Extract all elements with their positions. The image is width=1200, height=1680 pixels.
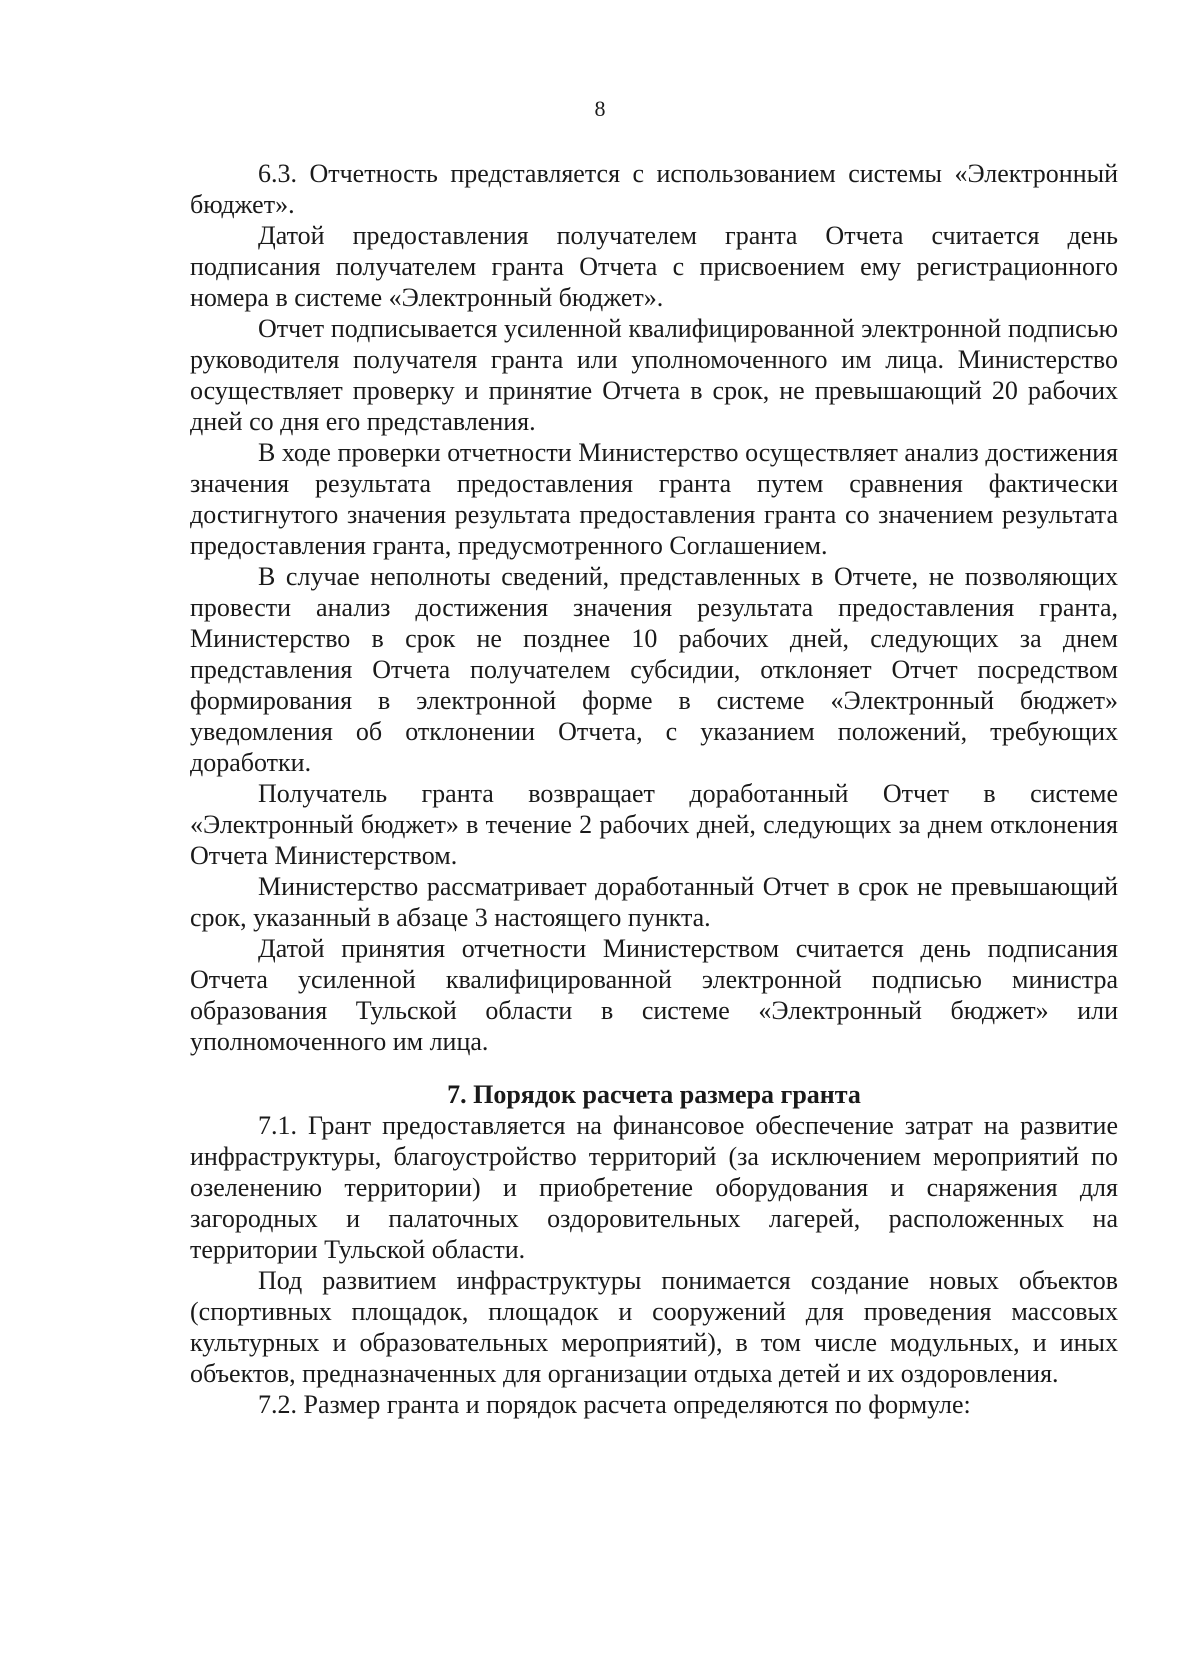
paragraph-6-3: 6.3. Отчетность представляется с использованием системы «Электронный бюджет». <box>190 159 1118 219</box>
paragraph-report-rejection: В случае неполноты сведений, представленных в Отчете, не позволяющих провести анализ достижения значения результата предоставления гранта, Министерство в срок не позднее 10 рабочих дней, следующих за днем представления Отчета получателем субсидии, отклоняет Отчет посредством формирования в электронной форме в системе «Электронный бюджет» уведомления об отклонении Отчета, с указанием положений, требующих доработки. <box>190 562 1118 777</box>
paragraph-report-signature: Отчет подписывается усиленной квалифицированной электронной подписью руководителя получателя гранта или уполномоченного им лица. Министерство осуществляет проверку и принятие Отчета в срок, не превышающий 20 рабочих дней со дня его представления. <box>190 314 1118 436</box>
paragraph-report-date: Датой предоставления получателем гранта Отчета считается день подписания получателем гранта Отчета с присвоением ему регистрационного номера в системе «Электронный бюджет». <box>190 221 1118 312</box>
page-number: 8 <box>594 96 606 121</box>
paragraph-infrastructure-definition: Под развитием инфраструктуры понимается создание новых объектов (спортивных площадок, площадок и сооружений для проведения массовых культурных и образовательных мероприятий), в том числе модульных, и иных объектов, предназначенных для организации отдыха детей и их оздоровления. <box>190 1266 1118 1388</box>
paragraph-report-acceptance-date: Датой принятия отчетности Министерством считается день подписания Отчета усиленной квалифицированной электронной подписью министра образования Тульской области в системе «Электронный бюджет» или уполномоченного им лица. <box>190 934 1118 1056</box>
paragraph-report-review: Министерство рассматривает доработанный Отчет в срок не превышающий срок, указанный в абзаце 3 настоящего пункта. <box>190 872 1118 932</box>
paragraph-report-return: Получатель гранта возвращает доработанный Отчет в системе «Электронный бюджет» в течение 2 рабочих дней, следующих за днем отклонения Отчета Министерством. <box>190 779 1118 870</box>
document-body <box>190 158 1118 1420</box>
section-7-heading: 7. Порядок расчета размера гранта <box>447 1080 861 1109</box>
paragraph-report-analysis: В ходе проверки отчетности Министерство осуществляет анализ достижения значения результата предоставления гранта путем сравнения фактически достигнутого значения результата предоставления гранта со значением результата предоставления гранта, предусмотренного Соглашением. <box>190 438 1118 560</box>
paragraph-7-2: 7.2. Размер гранта и порядок расчета определяются по формуле: <box>258 1390 971 1419</box>
paragraph-7-1: 7.1. Грант предоставляется на финансовое обеспечение затрат на развитие инфраструктуры, благоустройство территорий (за исключением мероприятий по озеленению территории) и приобретение оборудования и снаряжения для загородных и палаточных оздоровительных лагерей, расположенных на территории Тульской области. <box>190 1111 1118 1264</box>
